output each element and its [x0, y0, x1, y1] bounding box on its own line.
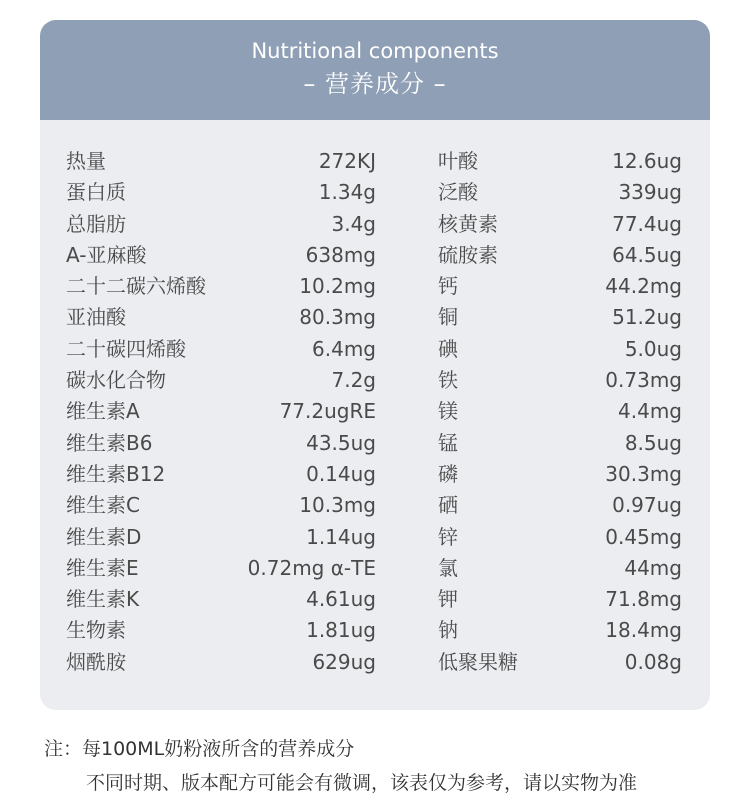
nutrient-value: 30.3mg: [605, 461, 682, 486]
nutrient-value: 0.97ug: [612, 493, 682, 518]
nutrient-name: 亚油酸: [66, 305, 126, 330]
nutrient-name: 维生素A: [66, 399, 140, 424]
nutrient-name: 维生素B12: [66, 461, 166, 486]
nutrient-name: 二十碳四烯酸: [66, 336, 186, 361]
nutrition-card: [40, 20, 710, 710]
table-row: [40, 240, 710, 271]
nutrient-name: 铜: [438, 305, 458, 330]
nutrient-name: A-亚麻酸: [66, 242, 147, 267]
nutrient-value: 629ug: [312, 649, 376, 674]
nutrient-name: 铁: [438, 368, 458, 393]
table-row: [40, 146, 710, 177]
nutrient-value: 4.4mg: [618, 399, 682, 424]
nutrient-name: 维生素D: [66, 524, 142, 549]
nutrient-value: 44.2mg: [605, 274, 682, 299]
nutrient-value: 1.81ug: [306, 618, 376, 643]
nutrient-name: 生物素: [66, 618, 126, 643]
nutrient-value: 272KJ: [318, 149, 376, 173]
nutrient-name: 维生素K: [66, 587, 140, 612]
nutrient-value: 10.2mg: [299, 274, 376, 299]
title-chinese: – 营养成分 –: [303, 70, 447, 98]
nutrition-table: [40, 146, 710, 678]
nutrient-value: 71.8mg: [605, 587, 682, 612]
title-english: Nutritional components: [251, 39, 499, 63]
nutrient-name: 烟酰胺: [66, 649, 126, 674]
table-row: [40, 490, 710, 521]
nutrient-name: 核黄素: [438, 211, 498, 236]
nutrient-value: 5.0ug: [624, 336, 682, 361]
table-row: [40, 584, 710, 615]
nutrient-name: 硫胺素: [438, 242, 498, 267]
nutrient-value: 80.3mg: [299, 305, 376, 330]
nutrient-name: 蛋白质: [66, 180, 126, 205]
table-row: [40, 177, 710, 208]
nutrient-name: 氯: [438, 555, 458, 580]
nutrient-value: 44mg: [624, 555, 682, 580]
nutrient-name: 碳水化合物: [66, 368, 166, 393]
nutrient-name: 硒: [438, 493, 458, 518]
nutrient-name: 维生素C: [66, 493, 140, 518]
nutrient-value: 0.08g: [624, 649, 682, 674]
nutrient-value: 7.2g: [331, 368, 376, 393]
nutrient-name: 低聚果糖: [438, 649, 518, 674]
nutrient-name: 热量: [66, 149, 106, 173]
nutrient-name: 总脂肪: [66, 211, 126, 236]
note-line-1: 注：每100ML奶粉液所含的营养成分: [44, 738, 355, 760]
nutrient-name: 锌: [438, 524, 458, 549]
table-row: [40, 428, 710, 459]
nutrient-value: 0.72mg α-TE: [247, 555, 376, 580]
table-row: [40, 365, 710, 396]
nutrient-value: 18.4mg: [605, 618, 682, 643]
nutrient-value: 43.5ug: [306, 430, 376, 455]
table-row: [40, 647, 710, 678]
table-row: [40, 459, 710, 490]
nutrient-name: 维生素B6: [66, 430, 153, 455]
nutrient-value: 77.4ug: [612, 211, 682, 236]
nutrient-value: 77.2ugRE: [279, 399, 376, 424]
table-row: [40, 334, 710, 365]
nutrient-name: 钙: [438, 274, 458, 299]
nutrient-value: 6.4mg: [312, 336, 376, 361]
nutrient-value: 8.5ug: [624, 430, 682, 455]
nutrient-name: 钾: [438, 587, 458, 612]
nutrient-value: 12.6ug: [612, 149, 682, 173]
nutrient-name: 碘: [438, 336, 458, 361]
table-row: [40, 209, 710, 240]
nutrient-name: 锰: [438, 430, 458, 455]
table-row: [40, 396, 710, 427]
nutrient-value: 339ug: [618, 180, 682, 205]
nutrient-value: 0.14ug: [306, 461, 376, 486]
nutrient-value: 64.5ug: [612, 242, 682, 267]
nutrient-value: 0.73mg: [605, 368, 682, 393]
nutrient-name: 钠: [438, 618, 458, 643]
card-header: [40, 20, 710, 120]
nutrient-value: 1.34g: [318, 180, 376, 205]
nutrient-value: 638mg: [305, 242, 376, 267]
nutrient-value: 4.61ug: [306, 587, 376, 612]
nutrient-value: 3.4g: [331, 211, 376, 236]
table-row: [40, 522, 710, 553]
table-row: [40, 553, 710, 584]
nutrient-value: 51.2ug: [612, 305, 682, 330]
nutrient-name: 维生素E: [66, 555, 139, 580]
nutrient-name: 二十二碳六烯酸: [66, 274, 206, 299]
table-row: [40, 615, 710, 646]
nutrient-name: 镁: [438, 399, 458, 424]
nutrient-name: 泛酸: [438, 180, 478, 205]
note-line-2: 不同时期、版本配方可能会有微调，该表仅为参考，请以实物为准: [86, 772, 638, 794]
nutrient-name: 磷: [438, 461, 458, 486]
nutrient-value: 0.45mg: [605, 524, 682, 549]
table-row: [40, 302, 710, 333]
nutrient-value: 1.14ug: [306, 524, 376, 549]
table-row: [40, 271, 710, 302]
nutrient-name: 叶酸: [438, 149, 478, 173]
nutrient-value: 10.3mg: [299, 493, 376, 518]
